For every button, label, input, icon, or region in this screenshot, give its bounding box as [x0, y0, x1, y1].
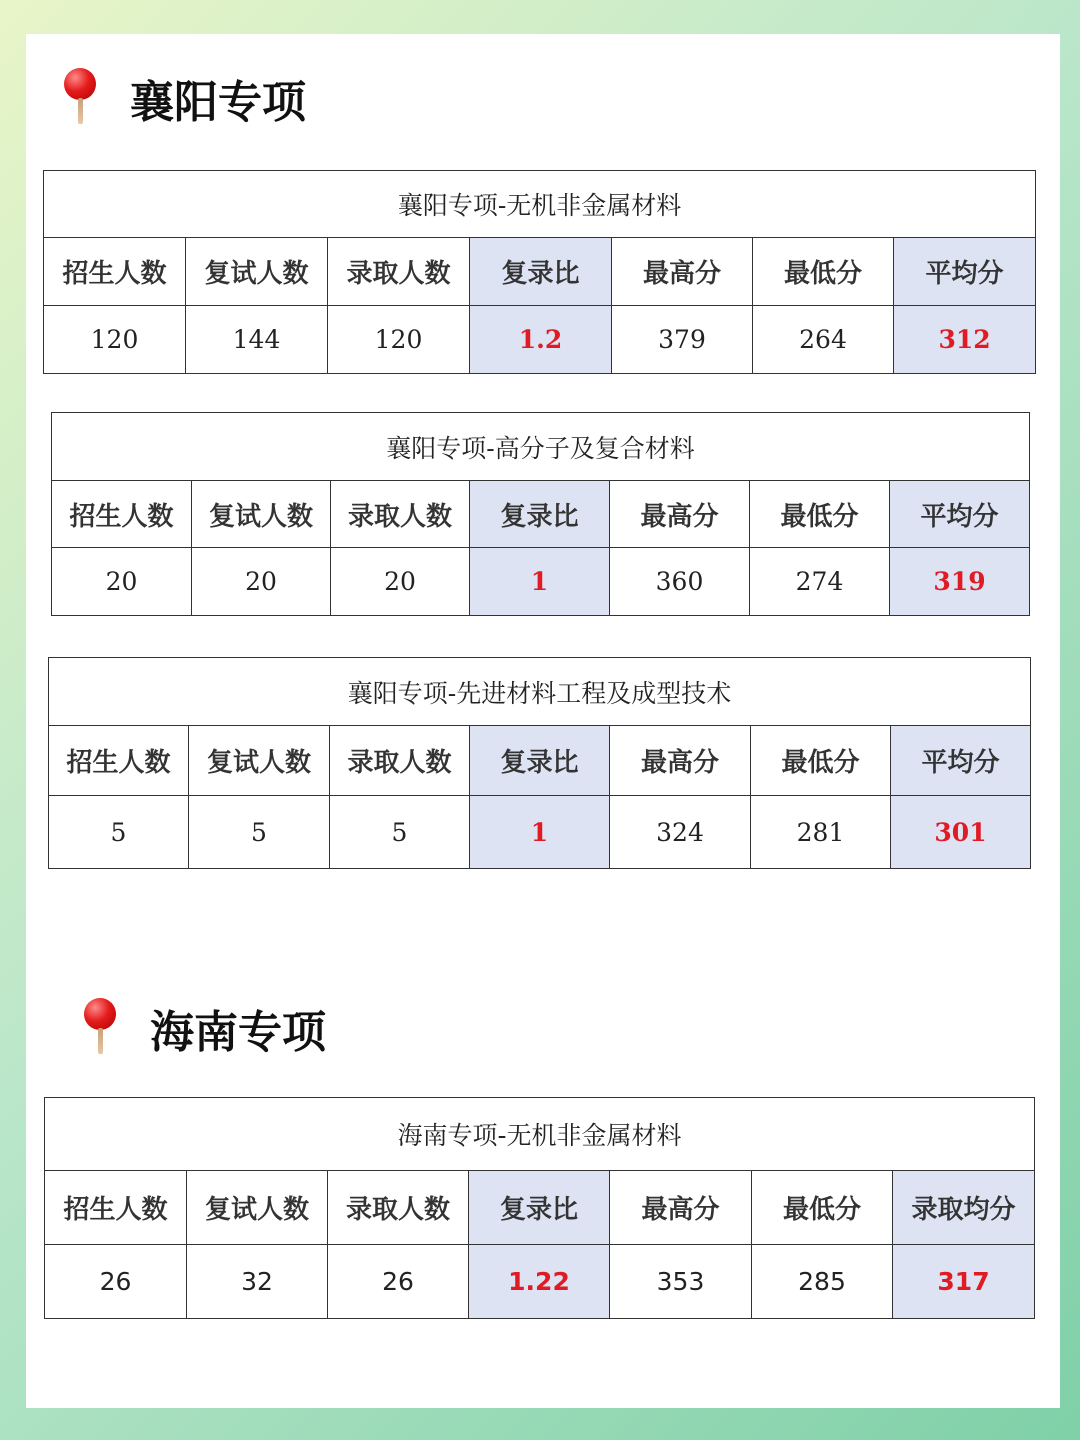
cell-avg-score: 319 — [890, 548, 1030, 616]
table-xiangyang-polymer — [51, 412, 1030, 616]
red-pushpin-icon — [82, 998, 122, 1058]
cell-enrollment-plan: 120 — [44, 306, 186, 374]
cell-admitted-avg-score: 317 — [893, 1245, 1035, 1319]
header-min-score: 最低分 — [753, 238, 894, 306]
header-admitted-avg-score: 录取均分 — [893, 1171, 1035, 1245]
cell-min-score: 274 — [750, 548, 890, 616]
cell-retest-count: 144 — [186, 306, 328, 374]
cell-retest-count: 32 — [187, 1245, 328, 1319]
header-avg-score: 平均分 — [891, 726, 1031, 796]
table-hainan-inorganic — [44, 1097, 1035, 1319]
cell-min-score: 285 — [752, 1245, 893, 1319]
header-retest-ratio: 复录比 — [470, 726, 610, 796]
header-enrollment-plan: 招生人数 — [44, 238, 186, 306]
cell-retest-count: 5 — [189, 796, 330, 869]
header-admitted-count: 录取人数 — [328, 1171, 469, 1245]
cell-max-score: 324 — [610, 796, 751, 869]
header-max-score: 最高分 — [610, 481, 750, 548]
cell-max-score: 353 — [610, 1245, 752, 1319]
header-enrollment-plan: 招生人数 — [52, 481, 192, 548]
header-enrollment-plan: 招生人数 — [45, 1171, 187, 1245]
header-retest-ratio: 复录比 — [469, 1171, 610, 1245]
cell-retest-ratio: 1.22 — [469, 1245, 610, 1319]
header-min-score: 最低分 — [752, 1171, 893, 1245]
header-retest-ratio: 复录比 — [470, 481, 610, 548]
cell-admitted-count: 5 — [330, 796, 470, 869]
table-xiangyang-advanced — [48, 657, 1031, 869]
cell-admitted-count: 26 — [328, 1245, 469, 1319]
cell-max-score: 360 — [610, 548, 750, 616]
header-retest-count: 复试人数 — [186, 238, 328, 306]
cell-avg-score: 312 — [894, 306, 1036, 374]
section-title-text: 海南专项 — [150, 1007, 326, 1058]
cell-enrollment-plan: 26 — [45, 1245, 187, 1319]
cell-max-score: 379 — [612, 306, 753, 374]
table-caption: 海南专项-无机非金属材料 — [45, 1098, 1035, 1171]
cell-retest-ratio: 1.2 — [470, 306, 612, 374]
table-caption: 襄阳专项-无机非金属材料 — [44, 171, 1036, 238]
header-admitted-count: 录取人数 — [330, 726, 470, 796]
header-enrollment-plan: 招生人数 — [49, 726, 189, 796]
header-retest-count: 复试人数 — [192, 481, 331, 548]
header-min-score: 最低分 — [751, 726, 891, 796]
header-retest-count: 复试人数 — [189, 726, 330, 796]
table-xiangyang-inorganic — [43, 170, 1036, 374]
header-min-score: 最低分 — [750, 481, 890, 548]
header-avg-score: 平均分 — [894, 238, 1036, 306]
header-admitted-count: 录取人数 — [328, 238, 470, 306]
header-max-score: 最高分 — [610, 1171, 752, 1245]
cell-enrollment-plan: 5 — [49, 796, 189, 869]
header-retest-count: 复试人数 — [187, 1171, 328, 1245]
cell-enrollment-plan: 20 — [52, 548, 192, 616]
table-caption: 襄阳专项-先进材料工程及成型技术 — [49, 658, 1031, 726]
section-title-text: 襄阳专项 — [130, 77, 306, 128]
header-max-score: 最高分 — [610, 726, 751, 796]
cell-avg-score: 301 — [891, 796, 1031, 869]
cell-admitted-count: 20 — [331, 548, 470, 616]
table-caption: 襄阳专项-高分子及复合材料 — [52, 413, 1030, 481]
header-max-score: 最高分 — [612, 238, 753, 306]
cell-retest-ratio: 1 — [470, 796, 610, 869]
header-avg-score: 平均分 — [890, 481, 1030, 548]
cell-min-score: 264 — [753, 306, 894, 374]
header-retest-ratio: 复录比 — [470, 238, 612, 306]
section-title-hainan — [82, 996, 326, 1060]
cell-retest-ratio: 1 — [470, 548, 610, 616]
header-admitted-count: 录取人数 — [331, 481, 470, 548]
cell-retest-count: 20 — [192, 548, 331, 616]
red-pushpin-icon — [62, 68, 102, 128]
cell-admitted-count: 120 — [328, 306, 470, 374]
section-title-xiangyang — [62, 66, 306, 130]
cell-min-score: 281 — [751, 796, 891, 869]
